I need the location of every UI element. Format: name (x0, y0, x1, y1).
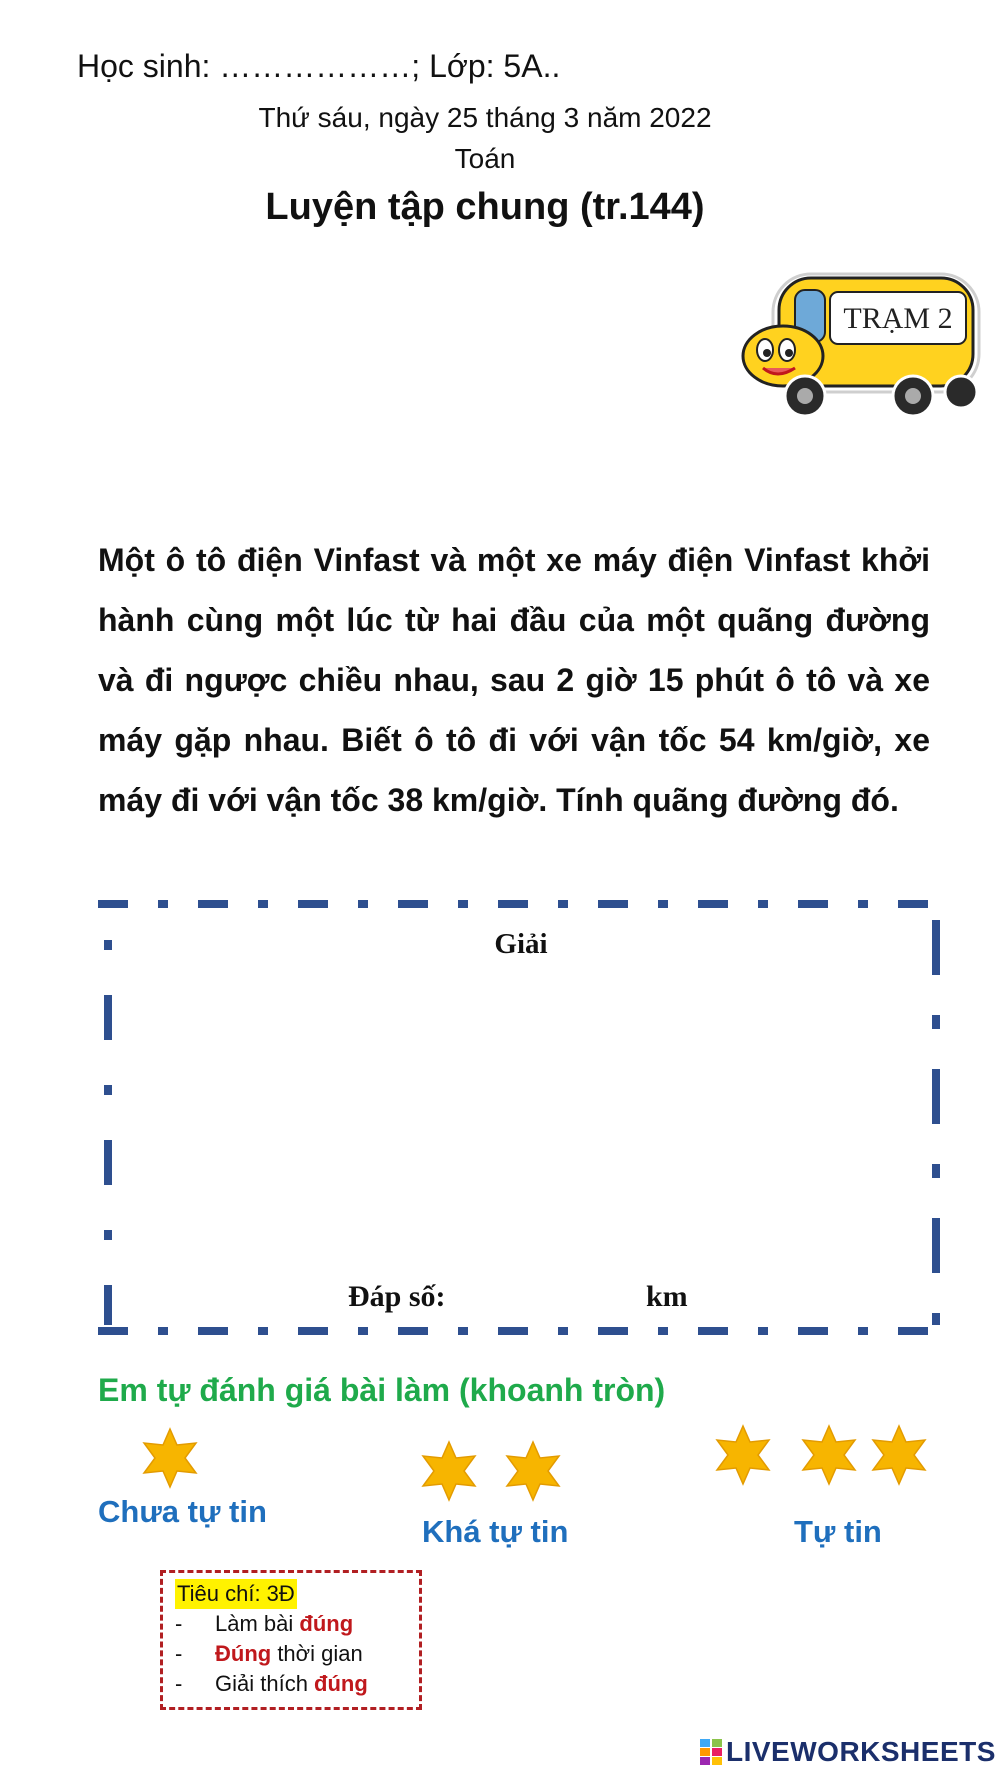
criteria-item: - Giải thích đúng (175, 1671, 368, 1696)
problem-statement: Một ô tô điện Vinfast và một xe máy điện Vinfast khởi hành cùng một lúc từ hai đầu của một quãng đường và đi ngược chiều nhau, sau 2 giờ 15 phút ô tô và xe máy gặp nhau. Biết ô tô đi với vận tốc 54 km/giờ, xe máy đi với vận tốc 38 km/giờ. Tính quãng đường đó. (98, 542, 930, 818)
star-icon[interactable] (139, 1427, 201, 1489)
star-icon[interactable] (868, 1424, 930, 1486)
lesson-title: Luyện tập chung (tr.144) (265, 186, 705, 228)
star-icon[interactable] (712, 1424, 774, 1486)
liveworksheets-logo-icon (700, 1739, 722, 1765)
level-not-confident[interactable]: Chưa tự tin (98, 1494, 267, 1529)
level-fairly-confident[interactable]: Khá tự tin (422, 1514, 569, 1549)
level-confident[interactable]: Tự tin (794, 1514, 882, 1549)
final-answer-label: Đáp số: (348, 1280, 446, 1313)
date-line: Thứ sáu, ngày 25 tháng 3 năm 2022 (258, 102, 712, 133)
final-answer-unit: km (646, 1280, 688, 1313)
star-icon[interactable] (502, 1440, 564, 1502)
criteria-title: Tiêu chí: 3Đ (175, 1579, 297, 1609)
answer-box[interactable] (98, 900, 944, 1335)
subject-label: Toán (454, 143, 516, 174)
criteria-box (160, 1570, 422, 1710)
criteria-item: - Làm bài đúng (175, 1611, 354, 1636)
solve-label: Giải (494, 928, 548, 960)
star-icon[interactable] (798, 1424, 860, 1486)
star-icon[interactable] (418, 1440, 480, 1502)
liveworksheets-brand: LIVEWORKSHEETS (700, 1737, 996, 1767)
student-info-line: Học sinh: ………………; Lớp: 5A.. (77, 48, 561, 84)
criteria-item: - Đúng thời gian (175, 1641, 363, 1666)
station-badge: TRẠM 2 (843, 302, 953, 335)
self-evaluation-title: Em tự đánh giá bài làm (khoanh tròn) (98, 1372, 666, 1408)
bus-illustration (735, 268, 985, 428)
